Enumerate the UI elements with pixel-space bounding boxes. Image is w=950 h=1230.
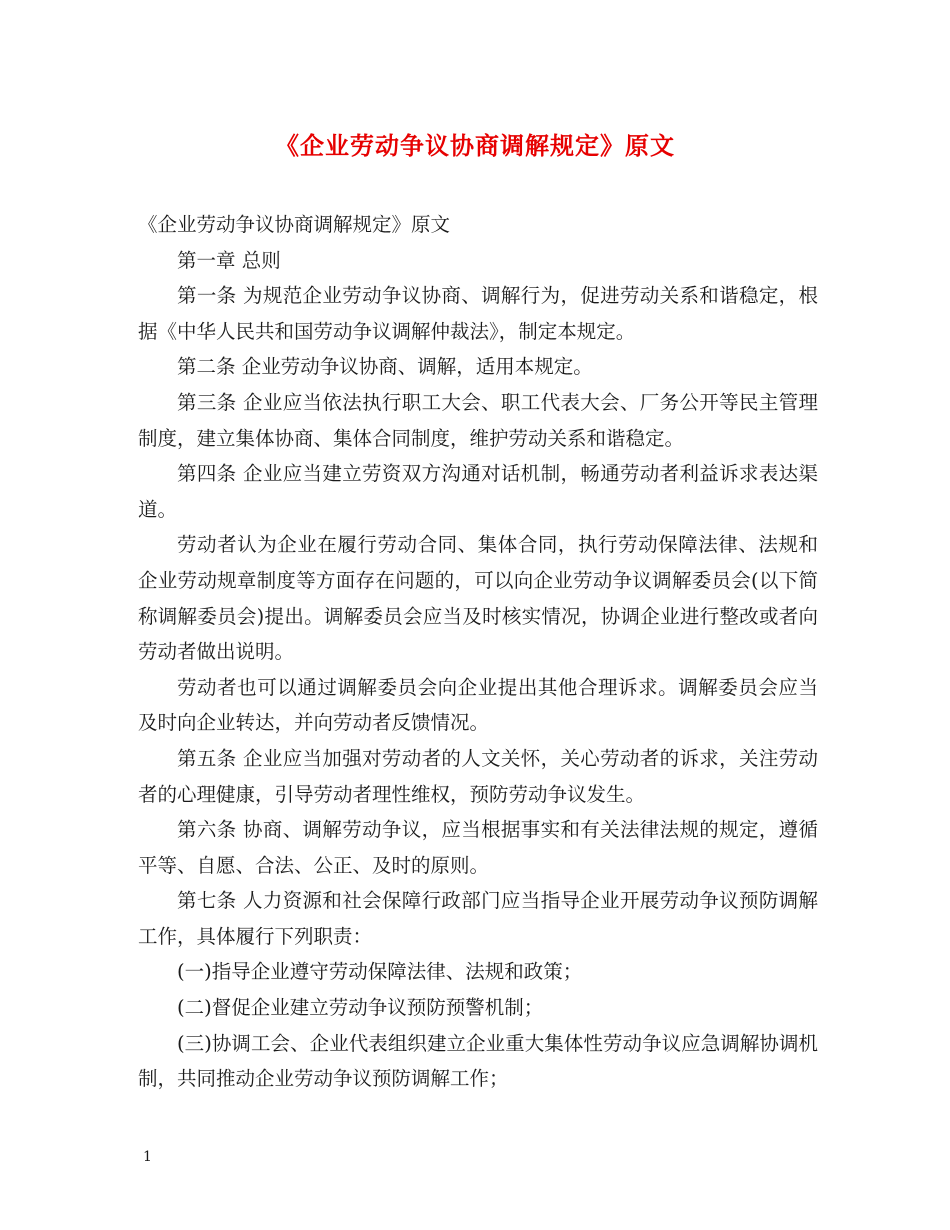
chapter-heading: 第一章 总则: [177, 248, 281, 272]
article-7-item-2: (二)督促企业建立劳动争议预防预警机制；: [177, 996, 544, 1020]
document-body: [138, 207, 818, 1097]
article-1: 第一条 为规范企业劳动争议协商、调解行为，促进劳动关系和谐稳定，根据《中华人民共和国劳动争议调解仲裁法》，制定本规定。: [138, 284, 818, 343]
article-4-paragraph-3: 劳动者也可以通过调解委员会向企业提出其他合理诉求。调解委员会应当及时向企业转达，并向劳动者反馈情况。: [138, 675, 818, 735]
article-2: 第二条 企业劳动争议协商、调解，适用本规定。: [177, 355, 593, 379]
page-number: 1: [143, 1149, 152, 1165]
article-4: 第四条 企业应当建立劳资双方沟通对话机制，畅通劳动者利益诉求表达渠道。: [138, 462, 818, 521]
article-7-item-3: (三)协调工会、企业代表组织建立企业重大集体性劳动争议应急调解协调机制，共同推动企业劳动争议预防调解工作；: [138, 1031, 818, 1091]
document-title: 《企业劳动争议协商调解规定》原文: [275, 131, 675, 160]
paragraph-heading-repeat: 《企业劳动争议协商调解规定》原文: [138, 213, 451, 236]
article-7-item-1: (一)指导企业遵守劳动保障法律、法规和政策；: [177, 960, 583, 984]
article-7: 第七条 人力资源和社会保障行政部门应当指导企业开展劳动争议预防调解工作，具体履行下列职责：: [138, 889, 818, 948]
article-5: 第五条 企业应当加强对劳动者的人文关怀，关心劳动者的诉求，关注劳动者的心理健康，引导劳动者理性维权，预防劳动争议发生。: [138, 746, 818, 806]
article-3: 第三条 企业应当依法执行职工大会、职工代表大会、厂务公开等民主管理制度，建立集体协商、集体合同制度，维护劳动关系和谐稳定。: [138, 390, 818, 450]
article-4-paragraph-2: 劳动者认为企业在履行劳动合同、集体合同，执行劳动保障法律、法规和企业劳动规章制度等方面存在问题的，可以向企业劳动争议调解委员会(以下简称调解委员会)提出。调解委员会应当及时核实情况，协调企业进行整改或者向劳动者做出说明。: [138, 533, 818, 664]
article-6: 第六条 协商、调解劳动争议，应当根据事实和有关法律法规的规定，遵循平等、自愿、合法、公正、及时的原则。: [138, 818, 818, 877]
